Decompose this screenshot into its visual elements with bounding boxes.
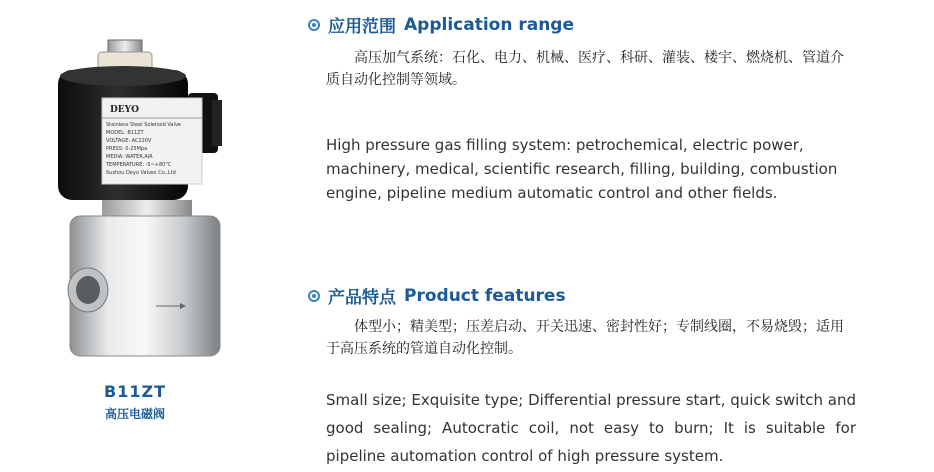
valve-label-line: MEDIA: WATER,AIR [106,154,153,160]
circle-bullet-icon [308,290,320,302]
features-section [308,283,868,470]
valve-label-line: Suzhou Deyo Valves Co.,Ltd [106,170,176,176]
features-text-zh: 体型小；精美型；压差启动、开关迅速、密封性好；专制线圈，不易烧毁；适用于高压系统的管道自动化控制。 [326,319,844,357]
application-title-zh: 应用范围 [328,17,396,37]
application-title-en: Application range [404,14,575,35]
valve-label-line: Stainless Steel Solenoid Valve [106,122,181,128]
product-model: B11ZT [104,382,166,401]
valve-label-brand: DEYO [110,105,139,115]
product-image [40,38,230,378]
product-caption [60,382,210,422]
solenoid-valve-illustration [40,38,230,378]
product-name: 高压电磁阀 [104,407,165,421]
application-section [308,12,868,205]
features-title-zh: 产品特点 [328,288,396,308]
valve-label-line: VOLTAGE: AC220V [106,138,152,144]
application-heading [308,12,868,37]
features-title-en: Product features [404,285,566,306]
valve-label-line: PRESS: 0-25Mpa [106,146,148,152]
valve-label-line: MODEL: B11ZT [106,130,144,136]
features-heading [308,283,868,308]
valve-label-line: TEMPERATURE: -5~+80°C [106,162,172,168]
features-text-en: Small size; Exquisite type; Differential pressure start, quick switch and good sealing; Autocratic coil, not easy to burn; It is suitable for pipeline automation control of high pressure system. [326,391,856,465]
circle-bullet-icon [308,19,320,31]
application-text-zh: 高压加气系统：石化、电力、机械、医疗、科研、灌装、楼宇、燃烧机、管道介质自动化控制等领域。 [326,50,844,88]
application-text-en: High pressure gas filling system: petrochemical, electric power, machinery, medical, scientific research, filling, building, combustion engine, pipeline medium automatic control and other fields. [326,136,838,202]
